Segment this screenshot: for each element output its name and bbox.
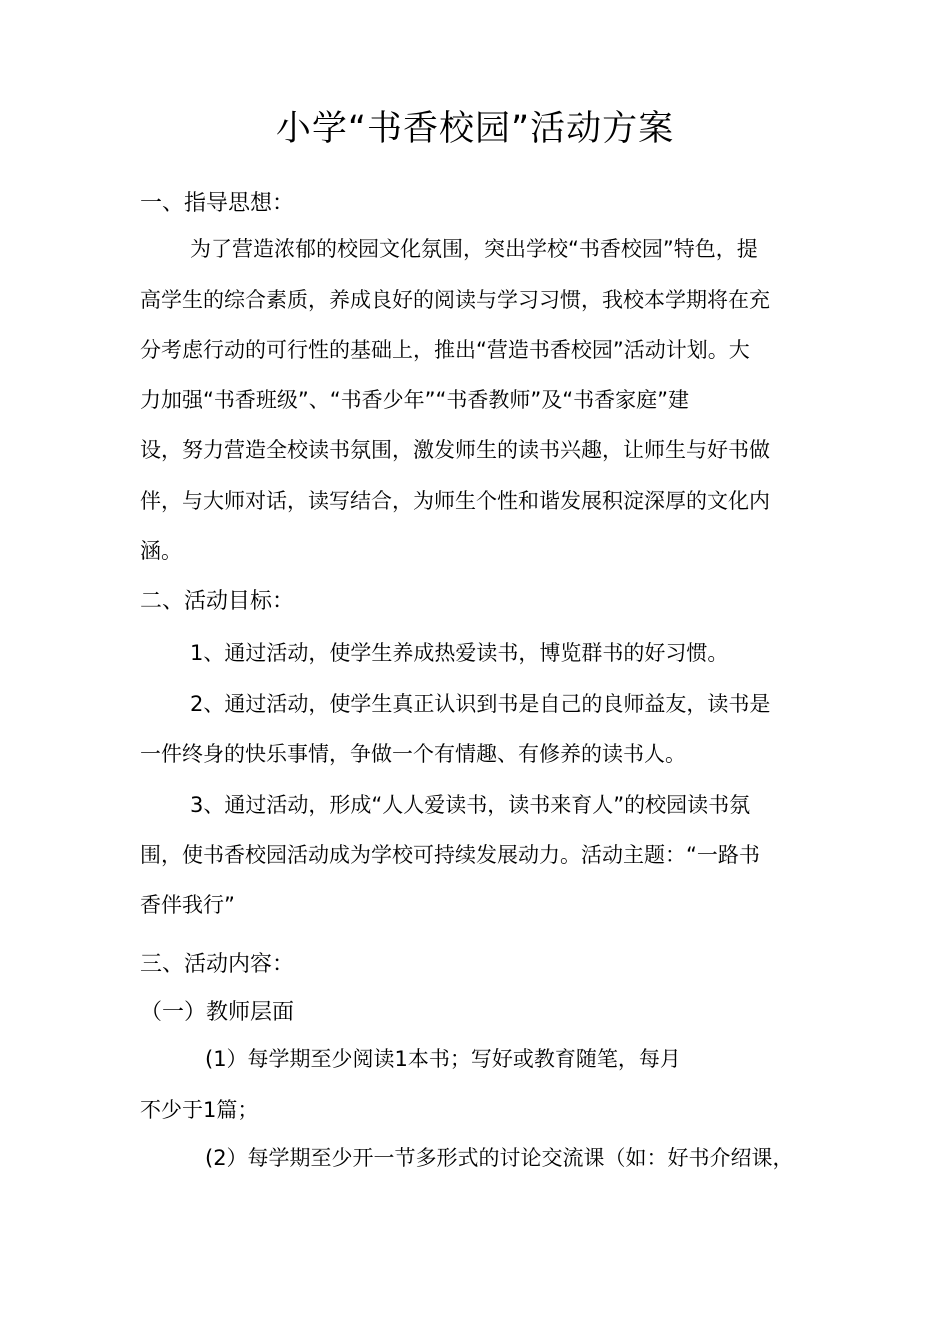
paragraph-line: 一件终身的快乐事情，争做一个有情趣、有修养的读书人。 [140,742,686,766]
paragraph-line: 高学生的综合素质，养成良好的阅读与学习习惯，我校本学期将在充 [140,288,770,312]
paragraph-line: 伴，与大师对话，读写结合，为师生个性和谐发展积淀深厚的文化内 [140,489,770,513]
section-heading-activity-goals: 二、活动目标： [140,589,295,614]
paragraph-line: 不少于1篇； [140,1098,259,1122]
paragraph-line: 设，努力营造全校读书氛围，激发师生的读书兴趣，让师生与好书做 [140,438,770,462]
paragraph-line: (2）每学期至少开一节多形式的讨论交流课（如：好书介绍课， [205,1146,794,1170]
paragraph-line: 香伴我行” [140,893,235,917]
paragraph-line: (1）每学期至少阅读1本书；写好或教育随笔，每月 [205,1047,681,1071]
paragraph-line: 分考虑行动的可行性的基础上，推出“营造书香校园”活动计划。大 [140,338,750,362]
subsection-heading-teachers: （一）教师层面 [140,1000,295,1025]
document-title: 小学“书香校园”活动方案 [275,109,675,149]
section-heading-guiding-thought: 一、指导思想： [140,191,295,216]
paragraph-line: 1、通过活动，使学生养成热爱读书，博览群书的好习惯。 [190,641,729,665]
paragraph-line: 力加强“书香班级”、“书香少年”“书香教师”及“书香家庭”建 [140,388,690,412]
paragraph-line: 涵。 [140,539,182,563]
paragraph-line: 3、通过活动，形成“人人爱读书，读书来育人”的校园读书氛 [190,793,751,817]
paragraph-line: 2、通过活动，使学生真正认识到书是自己的良师益友，读书是 [190,692,771,716]
paragraph-line: 为了营造浓郁的校园文化氛围，突出学校“书香校园”特色，提 [190,237,758,261]
paragraph-line: 围，使书香校园活动成为学校可持续发展动力。活动主题：“一路书 [140,843,760,867]
section-heading-activity-content: 三、活动内容： [140,952,295,977]
